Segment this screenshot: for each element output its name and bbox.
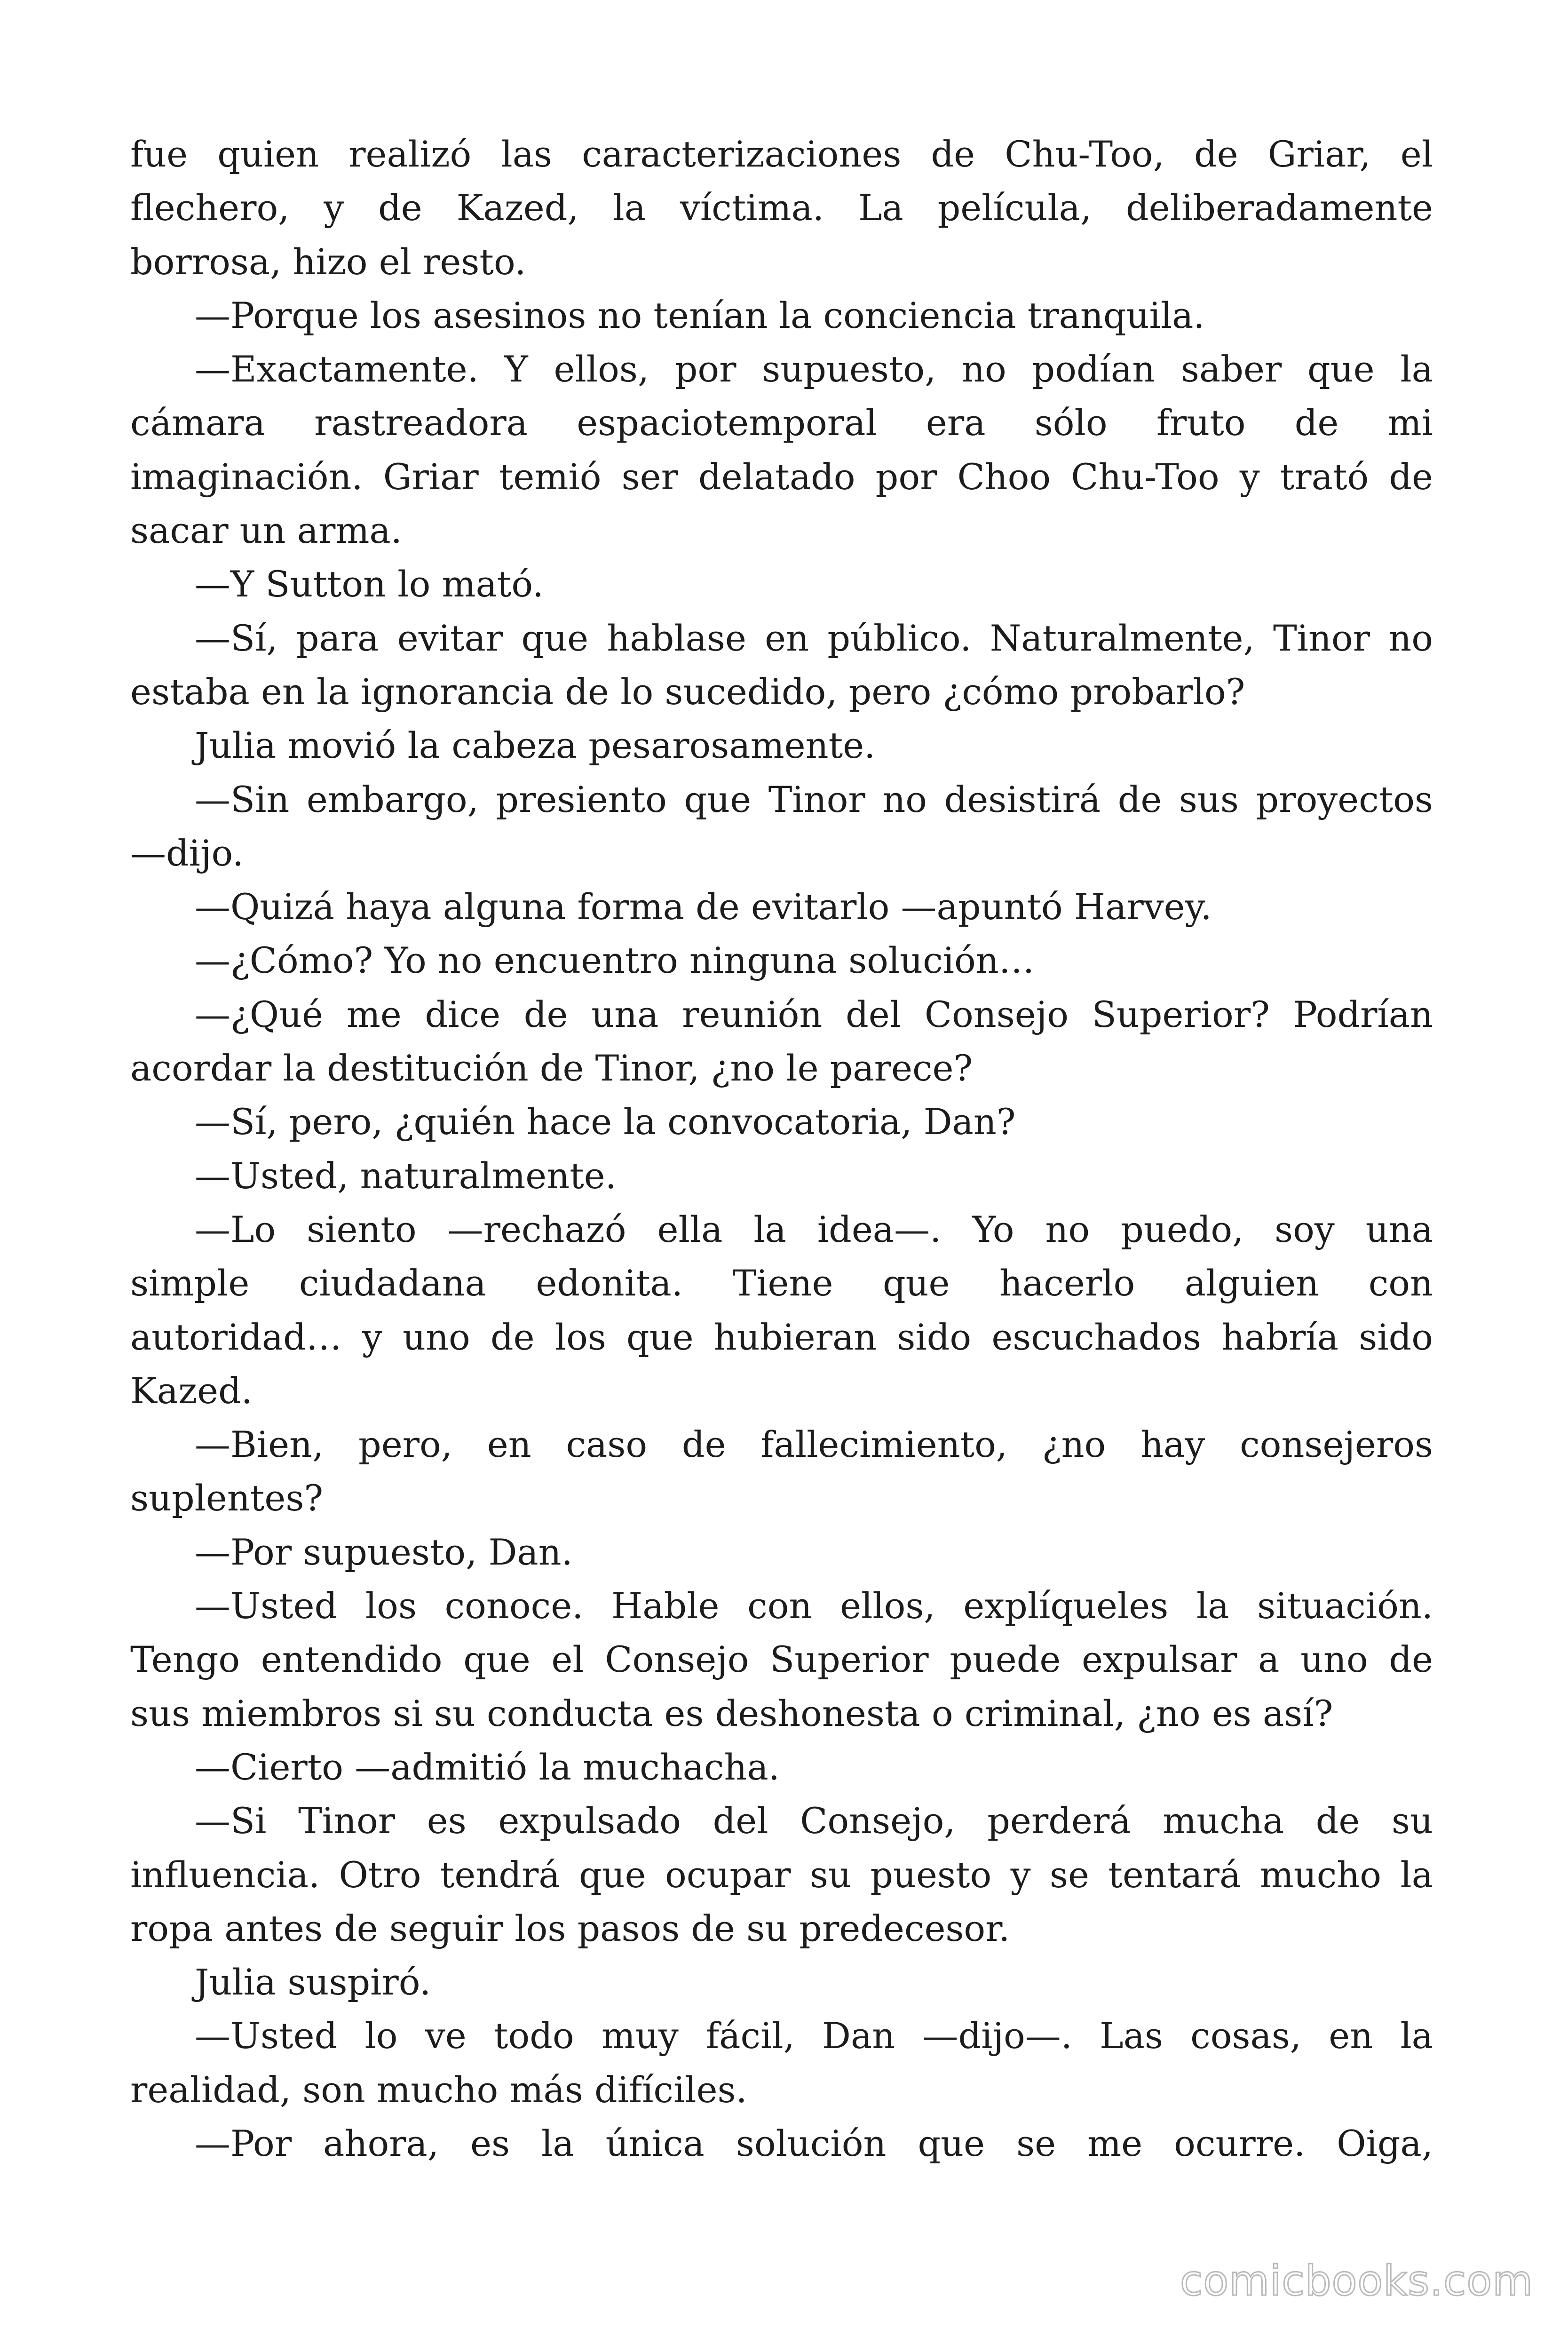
text-line: —Porque los asesinos no tenían la conciencia tranquila. — [195, 294, 1205, 336]
text-line: —Bien, pero, en caso de fallecimiento, ¿no hay consejeros — [195, 1423, 1433, 1466]
text-line: —Usted los conoce. Hable con ellos, explíqueles la situación. — [195, 1585, 1433, 1627]
text-line: Julia movió la cabeza pesarosamente. — [195, 724, 876, 767]
text-line: sacar un arma. — [130, 509, 402, 552]
text-line: acordar la destitución de Tinor, ¿no le parece? — [130, 1047, 973, 1089]
text-line: —Sí, para evitar que hablase en público. Naturalmente, Tinor no — [195, 617, 1433, 659]
text-line: suplentes? — [130, 1477, 324, 1519]
watermark: comicbooks.com — [1180, 2257, 1533, 2305]
text-line: cámara rastreadora espaciotemporal era sólo fruto de mi — [130, 402, 1433, 444]
text-line: realidad, son mucho más difíciles. — [130, 2068, 747, 2111]
text-line: —Y Sutton lo mató. — [195, 563, 544, 605]
text-line: Kazed. — [130, 1369, 253, 1412]
text-line: —Lo siento —rechazó ella la idea—. Yo no puedo, soy una — [195, 1208, 1433, 1250]
text-line: borrosa, hizo el resto. — [130, 240, 526, 283]
text-line: —Usted, naturalmente. — [195, 1154, 617, 1197]
text-line: —Sin embargo, presiento que Tinor no desistirá de sus proyectos — [195, 778, 1433, 820]
text-line: simple ciudadana edonita. Tiene que hacerlo alguien con — [130, 1262, 1433, 1304]
text-line: —Cierto —admitió la muchacha. — [195, 1746, 780, 1788]
text-line: fue quien realizó las caracterizaciones de Chu-Too, de Griar, el — [130, 133, 1433, 175]
text-line: imaginación. Griar temió ser delatado por Choo Chu-Too y trató de — [130, 455, 1433, 498]
text-line: ropa antes de seguir los pasos de su predecesor. — [130, 1907, 1010, 1949]
text-line: —¿Cómo? Yo no encuentro ninguna solución… — [195, 939, 1035, 982]
text-line: sus miembros si su conducta es deshonesta o criminal, ¿no es así? — [130, 1692, 1333, 1734]
page-body — [130, 127, 1433, 2170]
text-line: flechero, y de Kazed, la víctima. La película, deliberadamente — [130, 187, 1433, 229]
text-line: influencia. Otro tendrá que ocupar su puesto y se tentará mucho la — [130, 1853, 1433, 1896]
text-line: —Si Tinor es expulsado del Consejo, perderá mucha de su — [195, 1800, 1433, 1842]
text-line: estaba en la ignorancia de lo sucedido, pero ¿cómo probarlo? — [130, 670, 1245, 713]
text-line: —Por supuesto, Dan. — [195, 1531, 573, 1573]
text-line: —Exactamente. Y ellos, por supuesto, no podían saber que la — [195, 348, 1433, 390]
text-line: —dijo. — [130, 832, 244, 874]
text-line: —Por ahora, es la única solución que se me ocurre. Oiga, — [195, 2122, 1433, 2164]
text-line: autoridad… y uno de los que hubieran sido escuchados habría sido — [130, 1316, 1433, 1358]
text-line: Tengo entendido que el Consejo Superior puede expulsar a uno de — [130, 1638, 1433, 1681]
text-line: —Quizá haya alguna forma de evitarlo —apuntó Harvey. — [195, 886, 1212, 928]
text-line: Julia suspiró. — [195, 1961, 431, 2003]
text-line: —¿Qué me dice de una reunión del Consejo Superior? Podrían — [195, 993, 1433, 1035]
text-line: —Sí, pero, ¿quién hace la convocatoria, Dan? — [195, 1101, 1016, 1143]
text-line: —Usted lo ve todo muy fácil, Dan —dijo—. Las cosas, en la — [195, 2015, 1433, 2057]
